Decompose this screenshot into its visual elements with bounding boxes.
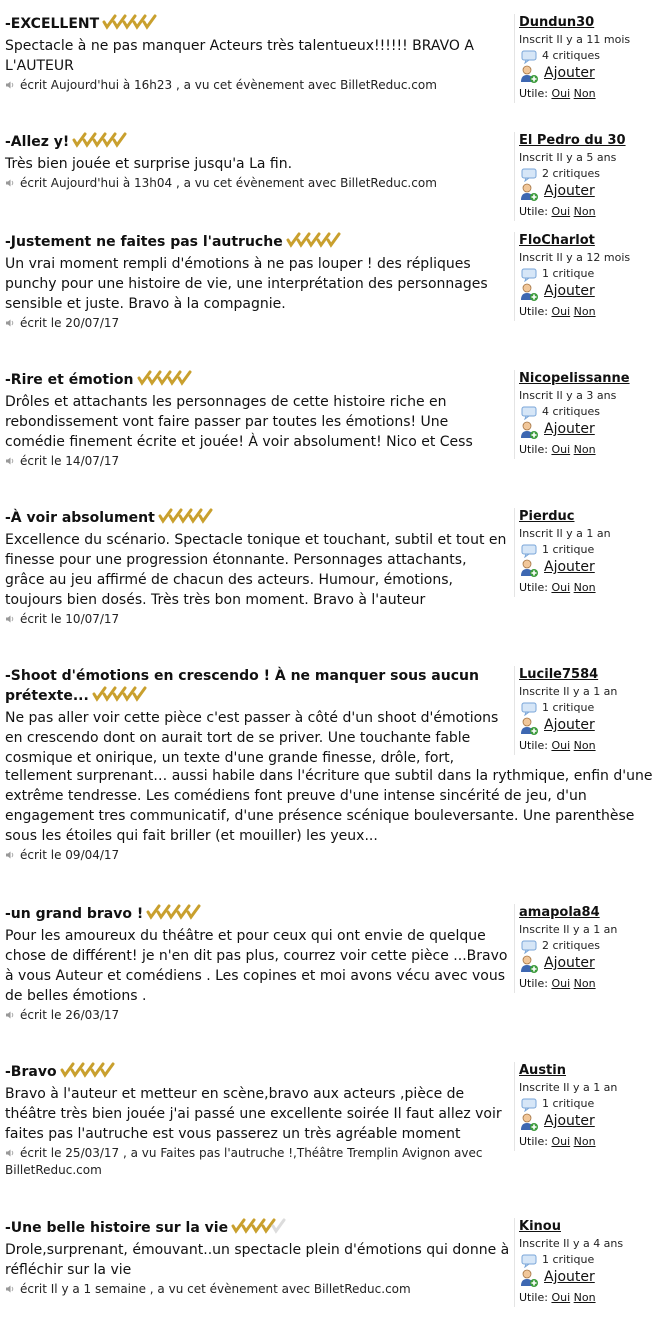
reviewer-panel: [514, 666, 665, 755]
useful-vote: [519, 1133, 665, 1151]
useful-no-link[interactable]: Non: [573, 87, 596, 100]
useful-no-link[interactable]: Non: [573, 977, 596, 990]
useful-no-link[interactable]: Non: [573, 205, 596, 218]
useful-label: Utile:: [519, 1291, 548, 1304]
useful-label: Utile:: [519, 739, 548, 752]
review-text: Très bien jouée et surprise jusqu'a La fin.: [5, 156, 293, 172]
review-title: [5, 904, 510, 926]
reviewer-name[interactable]: Kinou: [519, 1219, 561, 1234]
useful-no-link[interactable]: Non: [573, 739, 596, 752]
useful-yes-link[interactable]: Oui: [551, 1291, 571, 1304]
review-body: [5, 508, 510, 628]
critiques-count: 1 critique: [542, 267, 595, 280]
add-user-icon: [519, 182, 539, 208]
review-title: [5, 666, 510, 708]
add-label: Ajouter: [544, 283, 595, 299]
review-text: Drôles et attachants les personnages de cette histoire riche en rebondissement vont faire passer par toutes les émotions! Une comédie finement écrite et jouée! À voir absolument! Nico et Cess: [5, 394, 473, 450]
reviewer-since: Inscrit Il y a 3 ans: [519, 389, 617, 402]
critiques-count: 4 critiques: [542, 49, 600, 62]
review-date: écrit Aujourd'hui à 16h23 , a vu cet évènement avec BilletReduc.com: [20, 78, 437, 92]
reviewer-critiques[interactable]: [519, 542, 665, 558]
add-label: Ajouter: [544, 1269, 595, 1285]
review-date: écrit Il y a 1 semaine , a vu cet évènement avec BilletReduc.com: [20, 1282, 411, 1296]
review-body: [5, 370, 510, 470]
add-label: Ajouter: [544, 421, 595, 437]
review-date: écrit le 10/07/17: [20, 612, 120, 626]
useful-vote: [519, 441, 665, 459]
reviewer-panel: [514, 370, 665, 459]
useful-label: Utile:: [519, 443, 548, 456]
useful-label: Utile:: [519, 977, 548, 990]
reviewer-critiques[interactable]: [519, 166, 665, 182]
add-user-link[interactable]: [519, 1268, 665, 1287]
critiques-count: 2 critiques: [542, 167, 600, 180]
review-title-text: -Justement ne faites pas l'autruche: [5, 234, 283, 250]
review-meta: [5, 77, 510, 94]
speaker-icon[interactable]: [5, 454, 15, 470]
review-meta: [5, 175, 510, 192]
useful-yes-link[interactable]: Oui: [551, 581, 571, 594]
add-label: Ajouter: [544, 183, 595, 199]
speaker-icon[interactable]: [5, 176, 15, 192]
reviewer-critiques[interactable]: [519, 1096, 665, 1112]
review-body: [5, 904, 510, 1024]
review-title-text: -Allez y!: [5, 134, 70, 150]
review-title: [5, 1062, 510, 1084]
review-text: Bravo à l'auteur et metteur en scène,bravo aux acteurs ,pièce de théâtre très bien jouée j'ai passé une excellente soirée Il faut allez voir faites pas l'autruche est vous passerez un très agréable moment: [5, 1086, 502, 1142]
reviewer-since: Inscrit Il y a 5 ans: [519, 151, 617, 164]
add-user-icon: [519, 1112, 539, 1138]
useful-no-link[interactable]: Non: [573, 305, 596, 318]
useful-no-link[interactable]: Non: [573, 1291, 596, 1304]
reviewer-name[interactable]: Nicopelissanne: [519, 371, 630, 386]
review-text: Ne pas aller voir cette pièce c'est passer à côté d'un shoot d'émotions en crescendo dont on aurait tort de se priver. Une touchante fable cosmique et onirique, un texte d'une grande finesse, drôle, fort,: [5, 710, 499, 766]
review-meta: [5, 1007, 510, 1024]
review-meta: [5, 847, 665, 864]
add-label: Ajouter: [544, 1113, 595, 1129]
add-user-link[interactable]: [519, 182, 665, 201]
useful-vote: [519, 1289, 665, 1307]
review-title-text: -À voir absolument: [5, 510, 155, 526]
useful-label: Utile:: [519, 305, 548, 318]
reviewer-critiques[interactable]: [519, 404, 665, 420]
critiques-count: 1 critique: [542, 701, 595, 714]
add-user-link[interactable]: [519, 954, 665, 973]
add-user-link[interactable]: [519, 716, 665, 735]
rating-icon: [286, 232, 342, 254]
useful-vote: [519, 303, 665, 321]
reviewer-since: Inscrite Il y a 1 an: [519, 685, 618, 698]
rating-icon: [231, 1218, 287, 1240]
review-meta: [5, 453, 510, 470]
review-title: [5, 1218, 510, 1240]
useful-yes-link[interactable]: Oui: [551, 87, 571, 100]
speaker-icon[interactable]: [5, 1146, 15, 1162]
useful-yes-link[interactable]: Oui: [551, 977, 571, 990]
critiques-count: 1 critique: [542, 1097, 595, 1110]
review-body: [5, 666, 510, 768]
review-date: écrit le 14/07/17: [20, 454, 120, 468]
rating-icon: [92, 686, 148, 708]
review-title-text: -Une belle histoire sur la vie: [5, 1220, 229, 1236]
review-title-text: -Bravo: [5, 1064, 57, 1080]
reviewer-panel: [514, 1218, 665, 1307]
add-user-link[interactable]: [519, 64, 665, 83]
reviewer-panel: [514, 232, 665, 321]
reviewer-name[interactable]: El Pedro du 30: [519, 133, 626, 148]
reviewer-name[interactable]: Dundun30: [519, 15, 595, 30]
useful-label: Utile:: [519, 581, 548, 594]
add-label: Ajouter: [544, 717, 595, 733]
useful-label: Utile:: [519, 87, 548, 100]
speaker-icon[interactable]: [5, 1008, 15, 1024]
useful-yes-link[interactable]: Oui: [551, 443, 571, 456]
rating-icon: [60, 1062, 116, 1084]
useful-vote: [519, 85, 665, 103]
review-body: [5, 232, 510, 332]
reviewer-panel: [514, 14, 665, 103]
review-title-text: -Shoot d'émotions en crescendo ! À ne manquer sous aucun prétexte...: [5, 668, 479, 704]
add-user-link[interactable]: [519, 420, 665, 439]
critiques-count: 1 critique: [542, 543, 595, 556]
speaker-icon[interactable]: [5, 612, 15, 628]
reviewer-since: Inscrite Il y a 1 an: [519, 1081, 618, 1094]
useful-vote: [519, 975, 665, 993]
useful-vote: [519, 737, 665, 755]
critiques-count: 4 critiques: [542, 405, 600, 418]
add-user-icon: [519, 1268, 539, 1294]
review-title: [5, 14, 510, 36]
reviewer-critiques[interactable]: [519, 1252, 665, 1268]
reviewer-name[interactable]: FloCharlot: [519, 233, 595, 248]
reviewer-critiques[interactable]: [519, 48, 665, 64]
review-body: [5, 1062, 510, 1178]
add-user-icon: [519, 558, 539, 584]
reviewer-since: Inscrit Il y a 11 mois: [519, 33, 631, 46]
add-user-link[interactable]: [519, 282, 665, 301]
rating-icon: [146, 904, 202, 926]
reviewer-since: Inscrite Il y a 4 ans: [519, 1237, 624, 1250]
reviewer-critiques[interactable]: [519, 938, 665, 954]
useful-yes-link[interactable]: Oui: [551, 739, 571, 752]
reviewer-since: Inscrit Il y a 1 an: [519, 527, 611, 540]
reviewer-name[interactable]: Pierduc: [519, 509, 575, 524]
critiques-count: 2 critiques: [542, 939, 600, 952]
review-body: [5, 14, 510, 94]
useful-no-link[interactable]: Non: [573, 443, 596, 456]
speaker-icon[interactable]: [5, 78, 15, 94]
review-meta: [5, 1281, 510, 1298]
review-date: écrit le 25/03/17 , a vu Faites pas l'autruche !,Théâtre Tremplin Avignon avec BilletReduc.com: [5, 1146, 483, 1177]
review-text: Pour les amoureux du théâtre et pour ceux qui ont envie de quelque chose de différent! je n'en dit pas plus, courrez voir cette pièce ...Bravo à vous Auteur et comédiens . Les copines et moi avons vécu avec vous de belles émotions .: [5, 928, 508, 1004]
reviewer-panel: [514, 508, 665, 597]
review-date: écrit Aujourd'hui à 13h04 , a vu cet évènement avec BilletReduc.com: [20, 176, 437, 190]
add-user-link[interactable]: [519, 558, 665, 577]
useful-no-link[interactable]: Non: [573, 581, 596, 594]
review-meta: [5, 315, 510, 332]
rating-icon: [102, 14, 158, 36]
reviewer-critiques[interactable]: [519, 266, 665, 282]
critiques-count: 1 critique: [542, 1253, 595, 1266]
rating-icon: [158, 508, 214, 530]
add-label: Ajouter: [544, 559, 595, 575]
speaker-icon[interactable]: [5, 316, 15, 332]
add-user-icon: [519, 716, 539, 742]
add-user-icon: [519, 282, 539, 308]
review-date: écrit le 26/03/17: [20, 1008, 120, 1022]
useful-yes-link[interactable]: Oui: [551, 205, 571, 218]
review-title: [5, 132, 510, 154]
review-title-text: -un grand bravo !: [5, 906, 144, 922]
review-text-continued: tellement surprenant… aussi habile dans l'écriture que subtil dans la rythmique, enfin d'une extrême tendresse. Les comédiens font preuve d'une intense sincérité de jeu, d'un engagement tres communicatif, d'une présence scénique bouleversante. Une parenthèse sous les étoiles qui fait briller (et mouiller) les yeux...: [5, 768, 653, 844]
add-user-icon: [519, 64, 539, 90]
review-title-text: -EXCELLENT: [5, 16, 100, 32]
review-title: [5, 232, 510, 254]
review-body: [5, 132, 510, 192]
review-date: écrit le 09/04/17: [20, 848, 120, 862]
add-label: Ajouter: [544, 65, 595, 81]
useful-label: Utile:: [519, 205, 548, 218]
reviewer-panel: [514, 904, 665, 993]
review-continued: [5, 766, 665, 864]
useful-no-link[interactable]: Non: [573, 1135, 596, 1148]
reviewer-since: Inscrit Il y a 12 mois: [519, 251, 631, 264]
speaker-icon[interactable]: [5, 848, 15, 864]
add-user-icon: [519, 420, 539, 446]
reviewer-since: Inscrite Il y a 1 an: [519, 923, 618, 936]
review-title-text: -Rire et émotion: [5, 372, 134, 388]
reviewer-panel: [514, 132, 665, 221]
reviewer-critiques[interactable]: [519, 700, 665, 716]
reviewer-name[interactable]: amapola84: [519, 905, 600, 920]
reviewer-name[interactable]: Lucile7584: [519, 667, 599, 682]
rating-icon: [137, 370, 193, 392]
rating-icon: [72, 132, 128, 154]
reviewer-name[interactable]: Austin: [519, 1063, 566, 1078]
useful-vote: [519, 203, 665, 221]
review-text: Spectacle à ne pas manquer Acteurs très talentueux!!!!!! BRAVO A L'AUTEUR: [5, 38, 474, 74]
useful-yes-link[interactable]: Oui: [551, 1135, 571, 1148]
review-text: Drole,surprenant, émouvant..un spectacle plein d'émotions qui donne à réfléchir sur la vie: [5, 1242, 510, 1278]
review-date: écrit le 20/07/17: [20, 316, 120, 330]
reviewer-panel: [514, 1062, 665, 1151]
review-title: [5, 508, 510, 530]
useful-yes-link[interactable]: Oui: [551, 305, 571, 318]
review-text: Un vrai moment rempli d'émotions à ne pas louper ! des répliques punchy pour une histoire de vie, une interprétation des personnages sensible et juste. Bravo à la compagnie.: [5, 256, 488, 312]
review-title: [5, 370, 510, 392]
useful-vote: [519, 579, 665, 597]
review-text: Excellence du scénario. Spectacle tonique et touchant, subtil et tout en finesse pour une progression étonnante. Personnages attachants, grâce au jeu affirmé de chacun des acteurs. Humour, émotions, toujours bien dosés. Très très bon moment. Bravo à l'auteur: [5, 532, 507, 608]
add-user-link[interactable]: [519, 1112, 665, 1131]
review-body: [5, 1218, 510, 1298]
useful-label: Utile:: [519, 1135, 548, 1148]
review-meta: [5, 1145, 510, 1178]
add-user-icon: [519, 954, 539, 980]
add-label: Ajouter: [544, 955, 595, 971]
review-meta: [5, 611, 510, 628]
speaker-icon[interactable]: [5, 1282, 15, 1298]
